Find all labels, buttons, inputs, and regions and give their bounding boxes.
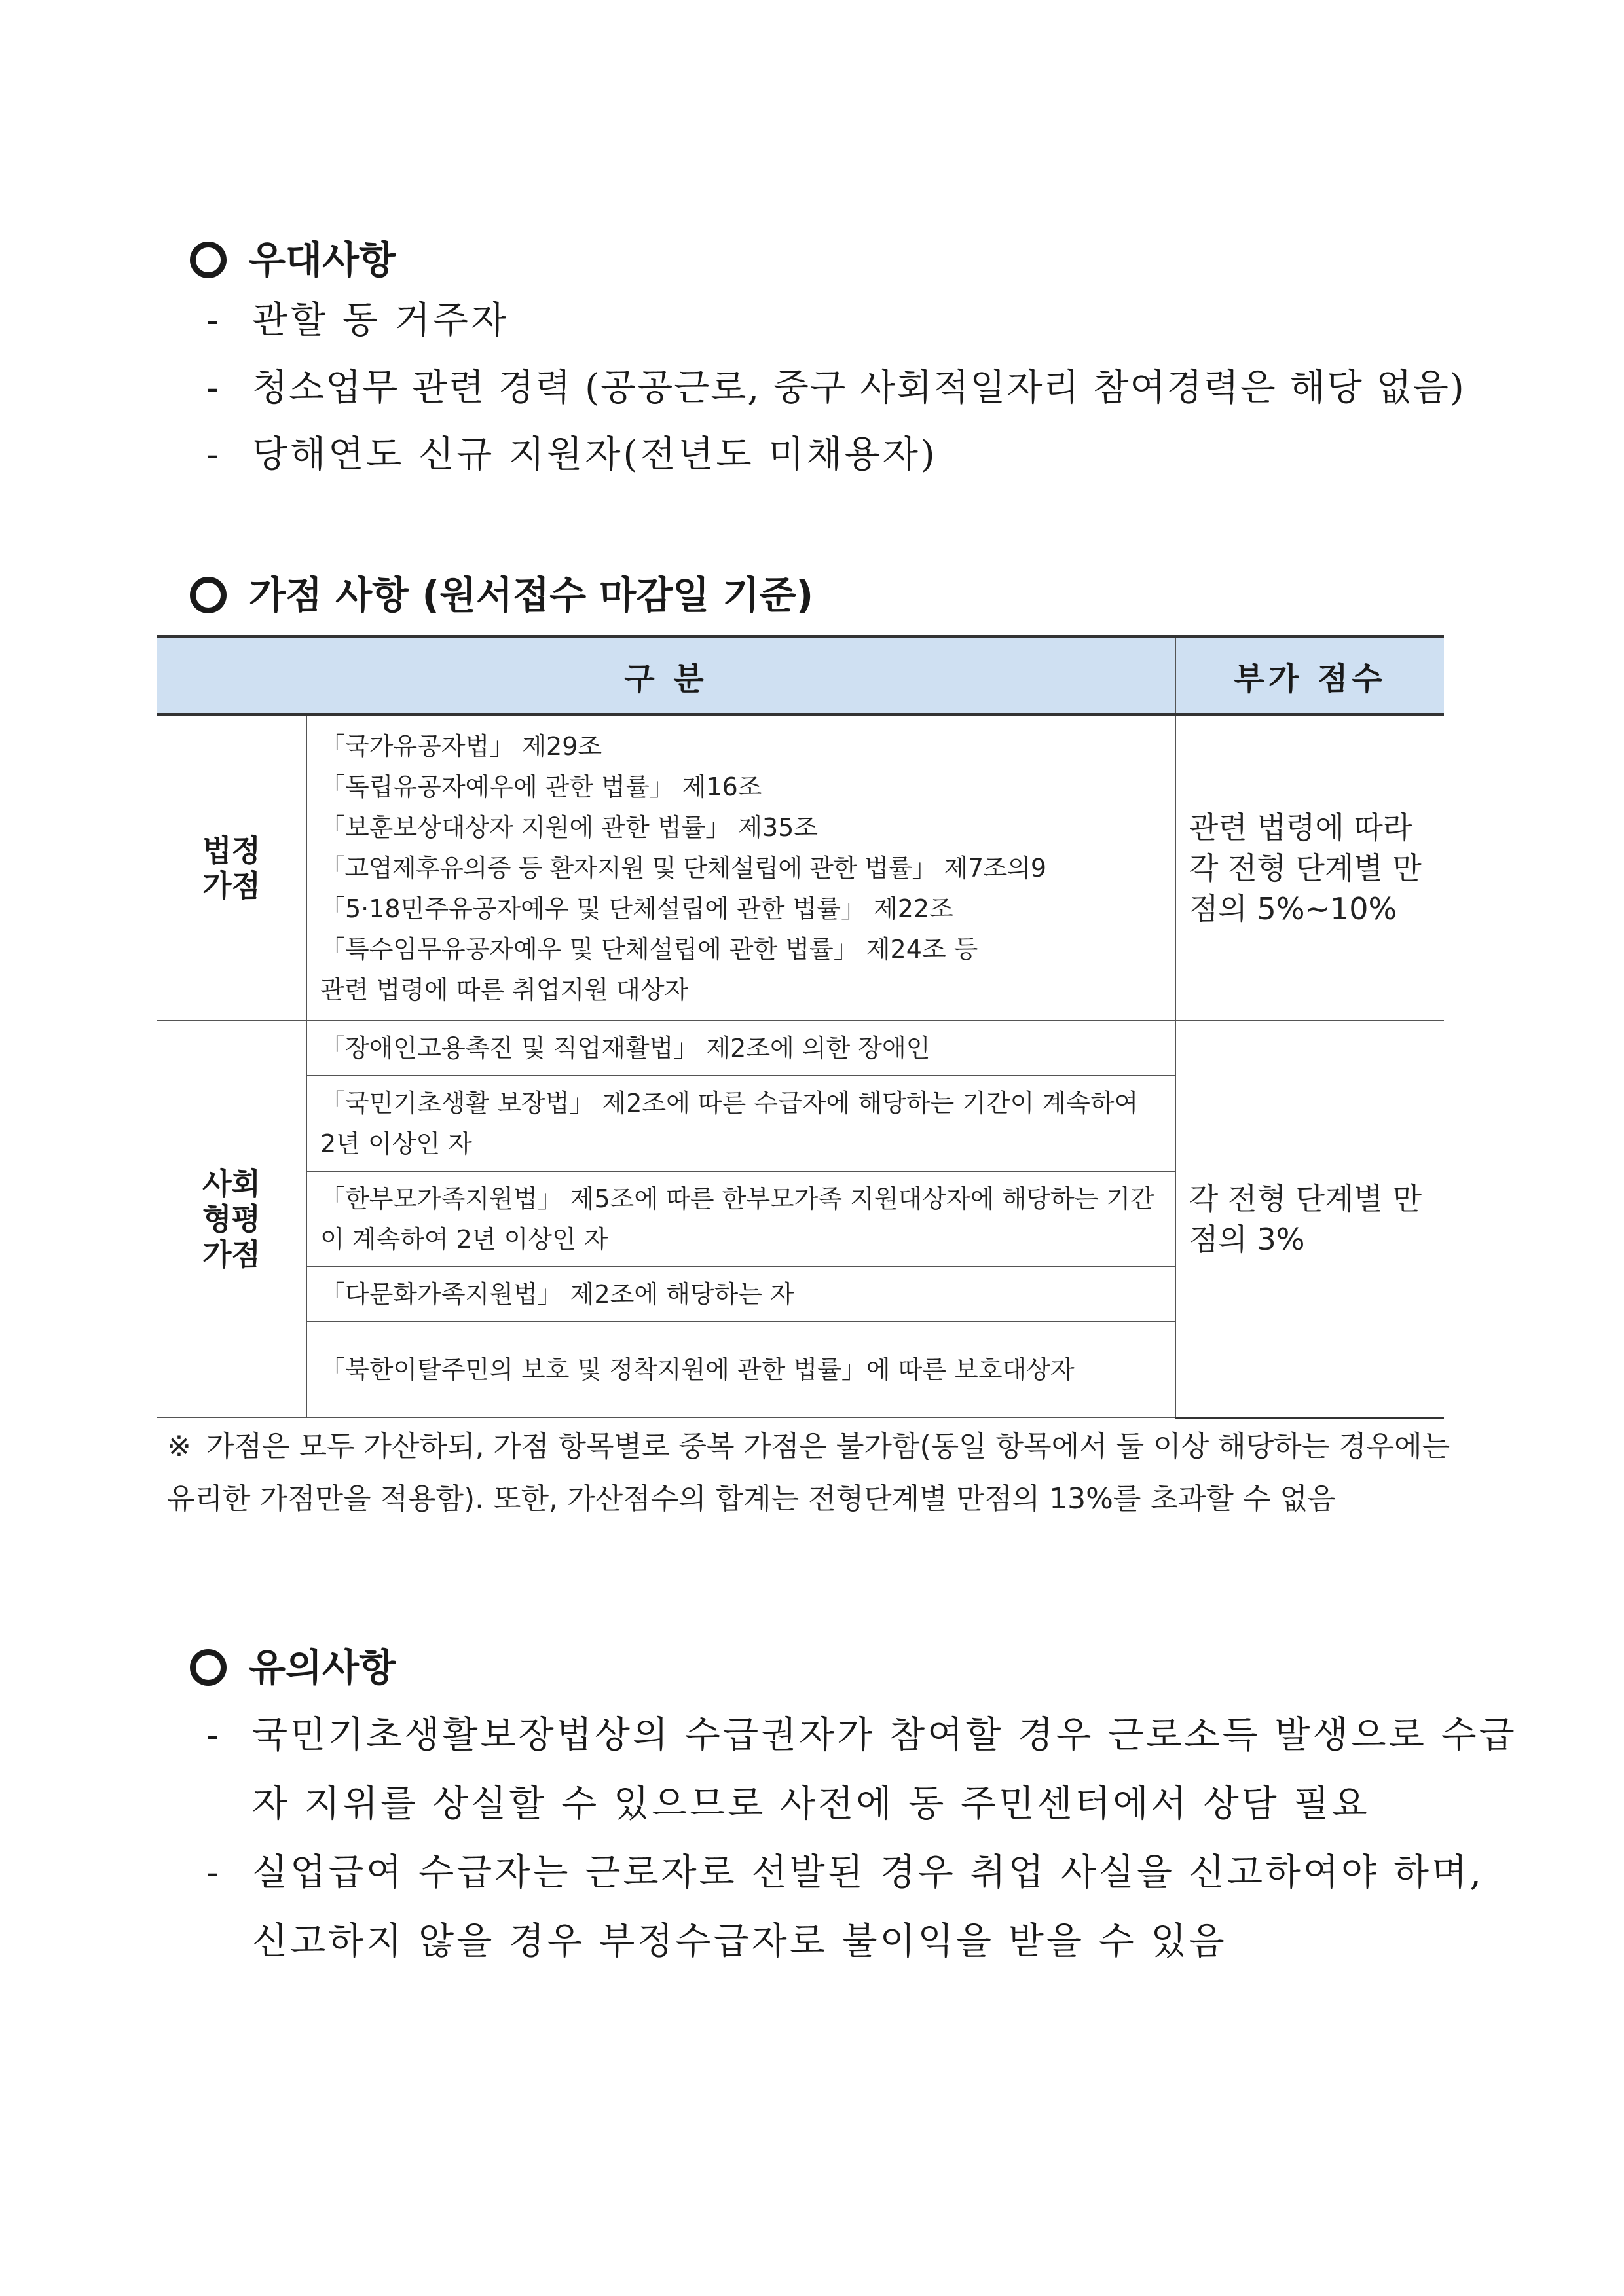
law-item: 「독립유공자예우에 관한 법률」 제16조 <box>320 773 762 801</box>
legal-bonus-row <box>157 715 1444 1021</box>
caution-item: - 국민기초생활보장법상의 수급권자가 참여할 경우 근로소득 발생으로 수급자 지위를 상실할 수 있으므로 사전에 동 주민센터에서 상담 필요 <box>206 1714 1517 1825</box>
social-bonus-row <box>157 1021 1444 1076</box>
social-law-item: 「한부모가족지원법」 제5조에 따른 한부모가족 지원대상자에 해당하는 기간이 계속하여 2년 이상인 자 <box>306 1171 1175 1267</box>
header-category: 구 분 <box>157 637 1175 715</box>
circle-bullet-icon <box>190 242 227 278</box>
bonus-note <box>167 1421 1470 1525</box>
bonus-note-text: 가점은 모두 가산하되, 가점 항목별로 중복 가점은 불가함(동일 항목에서 둘 이상 해당하는 경우에는 유리한 가점만을 적용함). 또한, 가산점수의 합계는 전형단계별 만점의 13%를 초과할 수 없음 <box>167 1430 1450 1516</box>
law-item: 「특수임무유공자예우 및 단체설립에 관한 법률」 제24조 등 <box>320 935 978 964</box>
law-item: 「고엽제후유의증 등 환자지원 및 단체설립에 관한 법률」 제7조의9 <box>320 854 1046 883</box>
law-item: 「보훈보상대상자 지원에 관한 법률」 제35조 <box>320 813 818 842</box>
legal-bonus-category: 법정 가점 <box>157 715 306 1021</box>
preference-item: - 관할 동 거주자 <box>206 299 509 342</box>
social-bonus-points: 각 전형 단계별 만점의 3% <box>1175 1021 1444 1417</box>
social-bonus-category: 사회 형평 가점 <box>157 1021 306 1417</box>
caution-item: - 실업급여 수급자는 근로자로 선발된 경우 취업 사실을 신고하여야 하며, 신고하지 않을 경우 부정수급자로 불이익을 받을 수 있음 <box>206 1851 1484 1963</box>
social-law-item: 「다문화가족지원법」 제2조에 해당하는 자 <box>306 1267 1175 1322</box>
legal-bonus-laws <box>306 715 1175 1021</box>
circle-bullet-icon <box>190 1649 227 1686</box>
circle-bullet-icon <box>190 577 227 613</box>
header-points: 부가 점수 <box>1175 637 1444 715</box>
law-item: 「국가유공자법」 제29조 <box>320 732 602 761</box>
preferences-heading: 우대사항 <box>190 229 396 284</box>
bonus-points-table <box>157 635 1444 1419</box>
preference-item: - 당해연도 신규 지원자(전년도 미채용자) <box>206 433 938 476</box>
law-item: 관련 법령에 따른 취업지원 대상자 <box>320 975 689 1004</box>
social-law-item: 「국민기초생활 보장법」 제2조에 따른 수급자에 해당하는 기간이 계속하여 2년 이상인 자 <box>306 1076 1175 1171</box>
cautions-heading: 유의사항 <box>190 1637 396 1692</box>
reference-mark: ※ <box>167 1430 191 1463</box>
social-law-item: 「장애인고용촉진 및 직업재활법」 제2조에 의한 장애인 <box>306 1021 1175 1076</box>
preference-item: - 청소업무 관련 경력 (공공근로, 중구 사회적일자리 참여경력은 해당 없음) <box>206 367 1466 409</box>
law-item: 「5·18민주유공자예우 및 단체설립에 관한 법률」 제22조 <box>320 894 953 923</box>
social-law-item: 「북한이탈주민의 보호 및 정착지원에 관한 법률」에 따른 보호대상자 <box>306 1322 1175 1417</box>
legal-bonus-points: 관련 법령에 따라 각 전형 단계별 만점의 5%~10% <box>1175 715 1444 1021</box>
bonus-heading: 가점 사항 (원서접수 마감일 기준) <box>190 564 813 619</box>
